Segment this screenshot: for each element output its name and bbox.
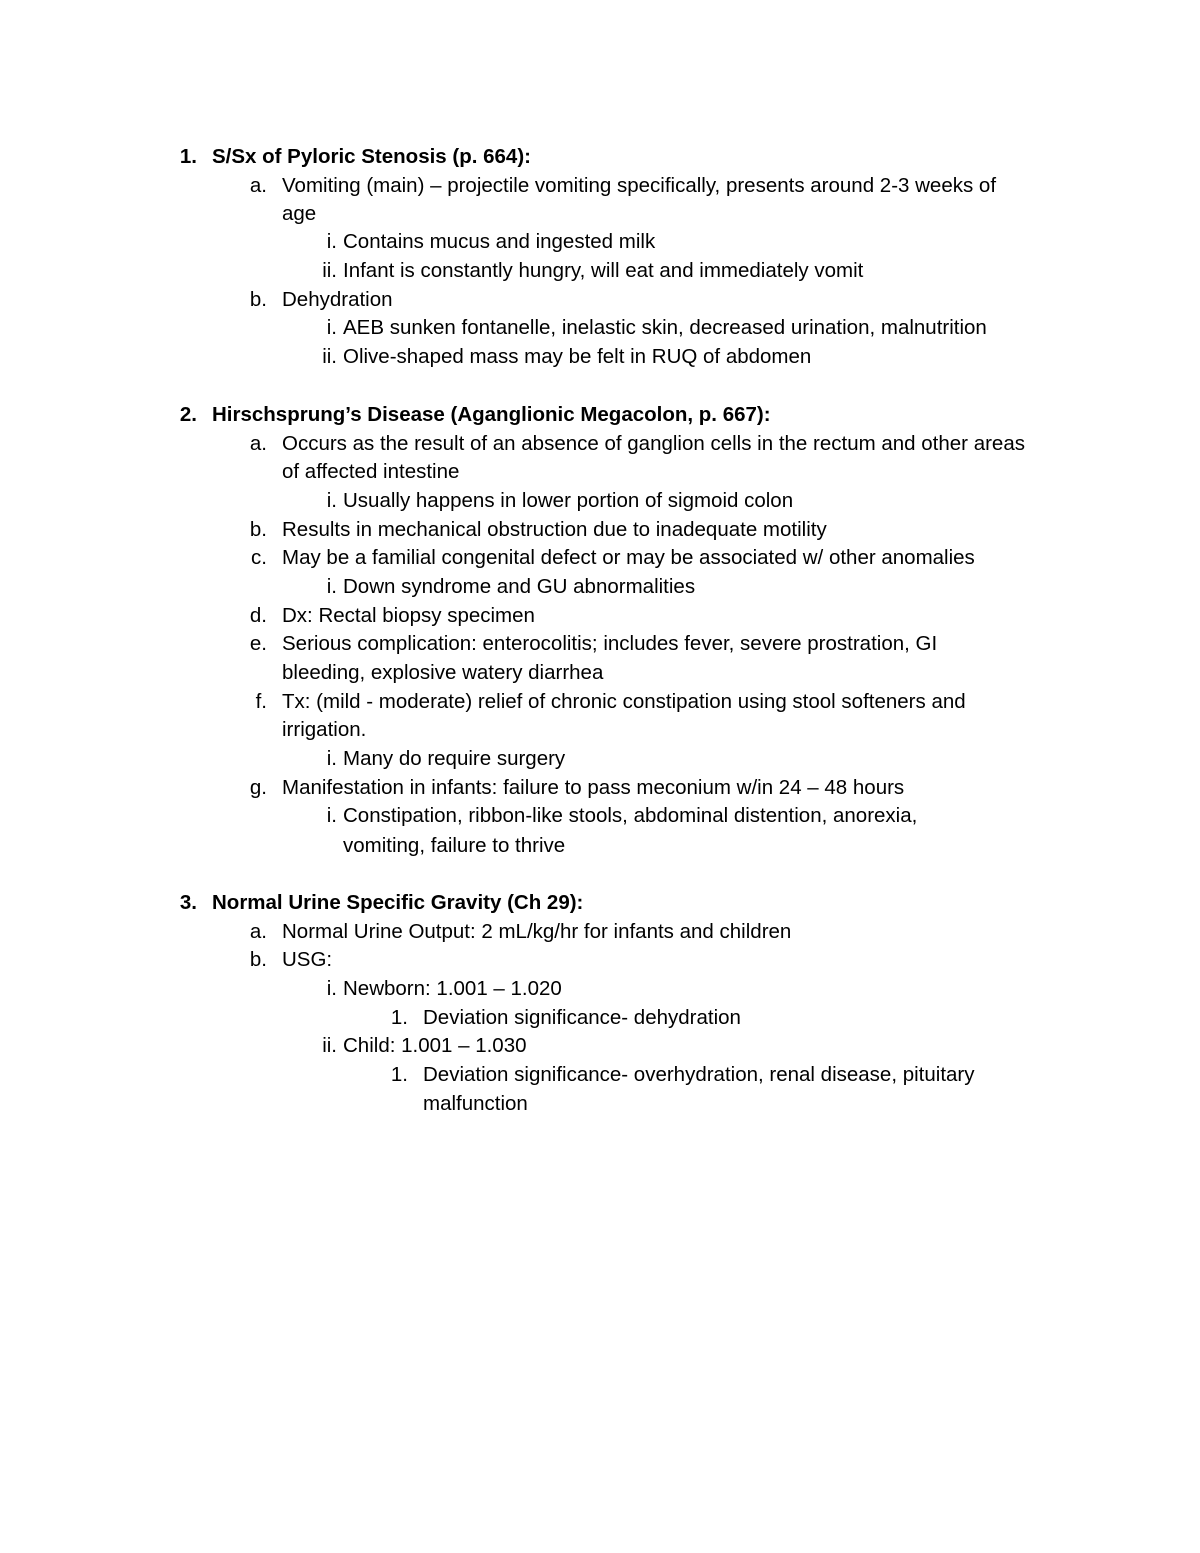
sub-item-marker: i. — [326, 804, 337, 827]
sub-sub-item-marker: 1. — [390, 1063, 408, 1086]
sub-item-marker: i. — [326, 230, 337, 253]
item-text: Dx: Rectal biopsy specimen — [282, 604, 535, 627]
item-text: Occurs as the result of an absence of ganglion cells in the rectum and other areas — [282, 432, 1025, 455]
section-marker: 2. — [179, 403, 197, 426]
item-marker: d. — [249, 604, 267, 627]
sub-item-marker: ii. — [322, 345, 337, 368]
sub-item-marker: i. — [326, 977, 337, 1000]
section-marker: 1. — [179, 145, 197, 168]
item-text: bleeding, explosive watery diarrhea — [282, 661, 604, 684]
sub-item-marker: i. — [326, 316, 337, 339]
sub-sub-item-text: malfunction — [423, 1092, 528, 1115]
sub-item-text: Many do require surgery — [343, 747, 566, 770]
item-marker: b. — [249, 518, 267, 541]
item-text: Dehydration — [282, 288, 393, 311]
sub-item-text: vomiting, failure to thrive — [343, 834, 566, 857]
sub-item-marker: ii. — [322, 1034, 337, 1057]
item-text: Normal Urine Output: 2 mL/kg/hr for infants and children — [282, 920, 792, 943]
section-heading-text: Hirschsprung’s Disease (Aganglionic Megacolon, p. 667): — [212, 403, 771, 426]
sub-item-text: Olive-shaped mass may be felt in RUQ of abdomen — [343, 345, 812, 368]
item-text: age — [282, 202, 317, 225]
sub-item-text: Contains mucus and ingested milk — [343, 230, 656, 253]
item-marker: b. — [249, 288, 267, 311]
item-marker: c. — [251, 546, 267, 569]
section-heading-text: S/Sx of Pyloric Stenosis (p. 664): — [212, 145, 531, 168]
sub-item-text: Down syndrome and GU abnormalities — [343, 575, 696, 598]
sub-item-text: Newborn: 1.001 – 1.020 — [343, 977, 562, 1000]
item-text: Results in mechanical obstruction due to inadequate motility — [282, 518, 827, 541]
sub-item-marker: i. — [326, 489, 337, 512]
sub-sub-item-text: Deviation significance- overhydration, renal disease, pituitary — [423, 1063, 975, 1086]
item-text: of affected intestine — [282, 460, 460, 483]
sub-item-marker: ii. — [322, 259, 337, 282]
item-text: irrigation. — [282, 718, 367, 741]
item-marker: e. — [249, 632, 267, 655]
sub-item-text: AEB sunken fontanelle, inelastic skin, decreased urination, malnutrition — [343, 316, 987, 339]
item-marker: g. — [249, 776, 267, 799]
item-text: Manifestation in infants: failure to pass meconium w/in 24 – 48 hours — [282, 776, 905, 799]
item-text: Serious complication: enterocolitis; includes fever, severe prostration, GI — [282, 632, 938, 655]
sub-sub-item-text: Deviation significance- dehydration — [423, 1006, 741, 1029]
sub-item-text: Child: 1.001 – 1.030 — [343, 1034, 527, 1057]
item-text: May be a familial congenital defect or may be associated w/ other anomalies — [282, 546, 975, 569]
sub-item-text: Constipation, ribbon-like stools, abdominal distention, anorexia, — [343, 804, 918, 827]
item-marker: a. — [249, 920, 267, 943]
item-text: USG: — [282, 948, 333, 971]
sub-item-text: Usually happens in lower portion of sigmoid colon — [343, 489, 794, 512]
sub-item-marker: i. — [326, 747, 337, 770]
item-marker: a. — [249, 432, 267, 455]
item-text: Tx: (mild - moderate) relief of chronic constipation using stool softeners and — [282, 690, 966, 713]
item-marker: a. — [249, 174, 267, 197]
section-marker: 3. — [179, 891, 197, 914]
sub-item-marker: i. — [326, 575, 337, 598]
sub-item-text: Infant is constantly hungry, will eat and immediately vomit — [343, 259, 864, 282]
item-text: Vomiting (main) – projectile vomiting specifically, presents around 2-3 weeks of — [282, 174, 997, 197]
sub-sub-item-marker: 1. — [390, 1006, 408, 1029]
item-marker: b. — [249, 948, 267, 971]
item-marker: f. — [255, 690, 267, 713]
section-heading-text: Normal Urine Specific Gravity (Ch 29): — [212, 891, 584, 914]
